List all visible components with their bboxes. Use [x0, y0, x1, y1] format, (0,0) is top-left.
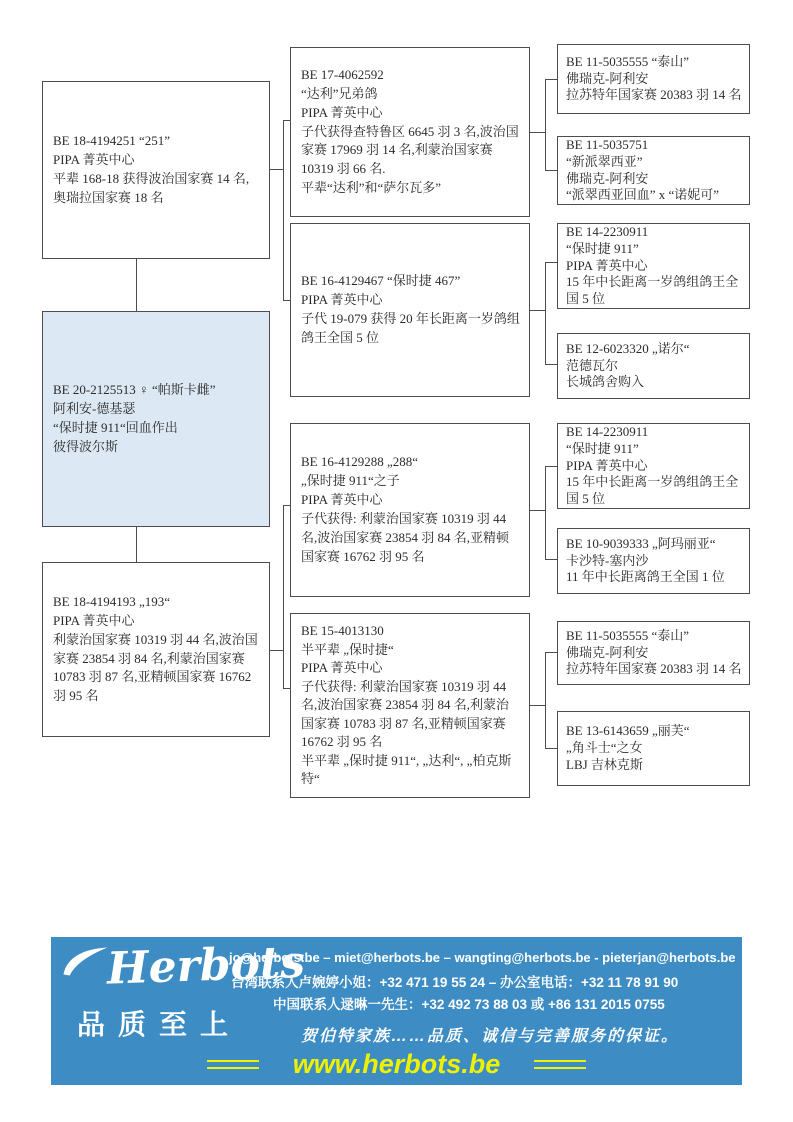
pedigree-box-fm — [290, 223, 530, 397]
connector-line — [283, 505, 290, 506]
pedigree-box-mmm — [557, 711, 750, 786]
box-line: PIPA 菁英中心 — [566, 257, 648, 273]
connector-line — [545, 79, 546, 171]
logo-text: Herbots — [106, 936, 306, 995]
banner-contact-taiwan: 台湾联系人卢婉婷小姐：+32 471 19 55 24 – 办公室电话：+32 11 78 91 90 — [231, 975, 679, 990]
box-line: “保时捷 911“回血作出 — [53, 420, 178, 435]
box-line: 子代获得: 利蒙治国家赛 10319 羽 44 名,波治国家赛 23854 羽 84 名,利蒙治国家赛 10783 羽 87 名,亚精顿国家赛 16762 羽 95 名 — [301, 678, 510, 750]
connector-line — [545, 79, 557, 80]
banner-slogan-cn: 品质至上 — [77, 1009, 242, 1040]
box-line: 平辈“达利”和“萨尔瓦多” — [301, 180, 442, 196]
connector-line — [270, 650, 284, 651]
box-line: „保时捷 911“之子 — [301, 473, 400, 489]
pedigree-box-ff — [290, 47, 530, 217]
box-line: 利蒙治国家赛 10319 羽 44 名,波治国家赛 23854 羽 84 名,利蒙治国家赛 10783 羽 87 名,亚精顿国家赛 16762 羽 95 名 — [53, 631, 258, 704]
box-line: PIPA 菁英中心 — [53, 612, 135, 628]
pedigree-box-father — [42, 81, 270, 259]
herbots-banner — [51, 937, 742, 1085]
box-line: 范德瓦尔 — [566, 357, 619, 373]
box-line: BE 17-4062592 — [301, 66, 384, 82]
box-line: BE 14-2230911 — [566, 423, 649, 439]
connector-line — [545, 170, 557, 171]
box-line: 拉苏特年国家赛 20383 羽 14 名 — [566, 87, 742, 103]
connector-line — [530, 510, 546, 511]
feather-icon — [60, 944, 108, 997]
box-line: BE 11-5035751 — [566, 136, 649, 152]
connector-line — [530, 705, 546, 706]
box-line: BE 12-6023320 „诺尔“ — [566, 340, 690, 356]
box-line: 奥瑞拉国家赛 18 名 — [53, 189, 164, 205]
connector-line — [545, 364, 557, 365]
box-line: 11 年中长距离鸽王全国 1 位 — [566, 569, 725, 585]
pedigree-box-mfm — [557, 528, 750, 594]
box-line: „角斗士“之女 — [566, 740, 643, 756]
pedigree-box-fmf — [557, 223, 750, 309]
decorative-double-line — [207, 1060, 259, 1069]
box-line: BE 18-4194251 “251” — [53, 133, 170, 149]
connector-line — [545, 466, 546, 560]
box-line: 15 年中长距离一岁鸽组鸽王全国 5 位 — [566, 474, 739, 507]
pedigree-box-mf — [290, 423, 530, 597]
box-line: BE 15-4013130 — [301, 623, 384, 639]
connector-line — [545, 559, 557, 560]
pedigree-box-fmm — [557, 333, 750, 399]
box-line: “保时捷 911” — [566, 440, 639, 456]
connector-line — [545, 262, 557, 263]
box-line: 半平辈 „保时捷 911“, „达利“, „柏克斯特“ — [301, 752, 512, 787]
connector-line — [545, 466, 557, 467]
box-line: 15 年中长距离一岁鸽组鸽王全国 5 位 — [566, 274, 739, 307]
connector-line — [136, 527, 137, 562]
connector-line — [545, 652, 557, 653]
box-line: 彼得波尔斯 — [53, 438, 119, 454]
box-line: 拉苏特年国家赛 20383 羽 14 名 — [566, 661, 742, 677]
pedigree-box-subject — [42, 311, 270, 527]
box-line: PIPA 菁英中心 — [53, 152, 135, 168]
box-line: PIPA 菁英中心 — [301, 104, 383, 120]
box-line: BE 16-4129288 „288“ — [301, 454, 418, 470]
box-line: 半平辈 „保时捷“ — [301, 641, 394, 657]
box-line: 佛瑞克-阿利安 — [566, 70, 649, 86]
box-line: PIPA 菁英中心 — [566, 457, 648, 473]
box-line: BE 11-5035555 “泰山” — [566, 53, 689, 69]
pedigree-box-fff — [557, 44, 750, 114]
box-line: 子代获得查特鲁区 6645 羽 3 名,波治国家赛 17969 羽 14 名,利蒙治国家赛 10319 羽 66 名. — [301, 123, 519, 177]
box-line: BE 10-9039333 „阿玛丽亚“ — [566, 535, 716, 551]
box-line: BE 14-2230911 — [566, 223, 649, 239]
banner-contact-china: 中国联系人逯晽一先生：+32 492 73 88 03 或 +86 131 2015 0755 — [273, 997, 665, 1012]
box-line: BE 13-6143659 „丽芙“ — [566, 723, 690, 739]
connector-line — [283, 505, 284, 689]
website-link[interactable]: www.herbots.be — [292, 1049, 501, 1079]
banner-website-row — [51, 1049, 742, 1080]
banner-tagline: 贺伯特家族……品质、诚信与完善服务的保证。 — [301, 1028, 680, 1045]
box-line: PIPA 菁英中心 — [301, 660, 383, 676]
connector-line — [283, 120, 290, 121]
box-line: BE 16-4129467 “保时捷 467” — [301, 273, 461, 289]
box-line: “保时捷 911” — [566, 240, 639, 256]
box-line: BE 11-5035555 “泰山” — [566, 627, 689, 643]
box-line: 子代 19-079 获得 20 年长距离一岁鸽组鸽王全国 5 位 — [301, 311, 520, 345]
connector-line — [530, 132, 546, 133]
box-line: “新派翠西亚” — [566, 153, 643, 169]
banner-emails[interactable]: jo@herbots.be – miet@herbots.be – wangting@herbots.be - pieterjan@herbots.be — [229, 950, 736, 965]
box-line: BE 20-2125513 ♀ “帕斯卡雌” — [53, 382, 216, 398]
pedigree-box-mother — [42, 562, 270, 737]
connector-line — [136, 259, 137, 311]
pedigree-box-mmf — [557, 621, 750, 685]
box-line: BE 18-4194193 „193“ — [53, 593, 170, 609]
connector-line — [545, 652, 546, 749]
pedigree-box-mm — [290, 613, 530, 798]
box-line: “达利”兄弟鸽 — [301, 85, 378, 101]
connector-line — [530, 310, 546, 311]
box-line: LBJ 吉林克斯 — [566, 756, 643, 772]
box-line: 平辈 168-18 获得波治国家赛 14 名, — [53, 171, 250, 186]
box-line: 阿利安-德基瑟 — [53, 401, 136, 417]
connector-line — [283, 300, 290, 301]
connector-line — [545, 262, 546, 365]
box-line: PIPA 菁英中心 — [301, 292, 383, 308]
connector-line — [545, 748, 557, 749]
connector-line — [283, 120, 284, 301]
box-line: 佛瑞克-阿利安 — [566, 644, 649, 660]
box-line: “派翠西亚回血” x “诺妮可” — [566, 187, 720, 203]
connector-line — [270, 169, 284, 170]
box-line: 佛瑞克-阿利安 — [566, 170, 649, 186]
pedigree-box-ffm — [557, 136, 750, 205]
box-line: 子代获得: 利蒙治国家赛 10319 羽 44 名,波治国家赛 23854 羽 84 名,亚精顿国家赛 16762 羽 95 名 — [301, 511, 510, 564]
box-line: 卡沙特-塞内沙 — [566, 552, 649, 568]
connector-line — [283, 688, 290, 689]
box-line: 长城鸽舍购入 — [566, 374, 645, 390]
decorative-double-line — [534, 1060, 586, 1069]
box-line: PIPA 菁英中心 — [301, 492, 383, 508]
pedigree-box-mff — [557, 423, 750, 509]
